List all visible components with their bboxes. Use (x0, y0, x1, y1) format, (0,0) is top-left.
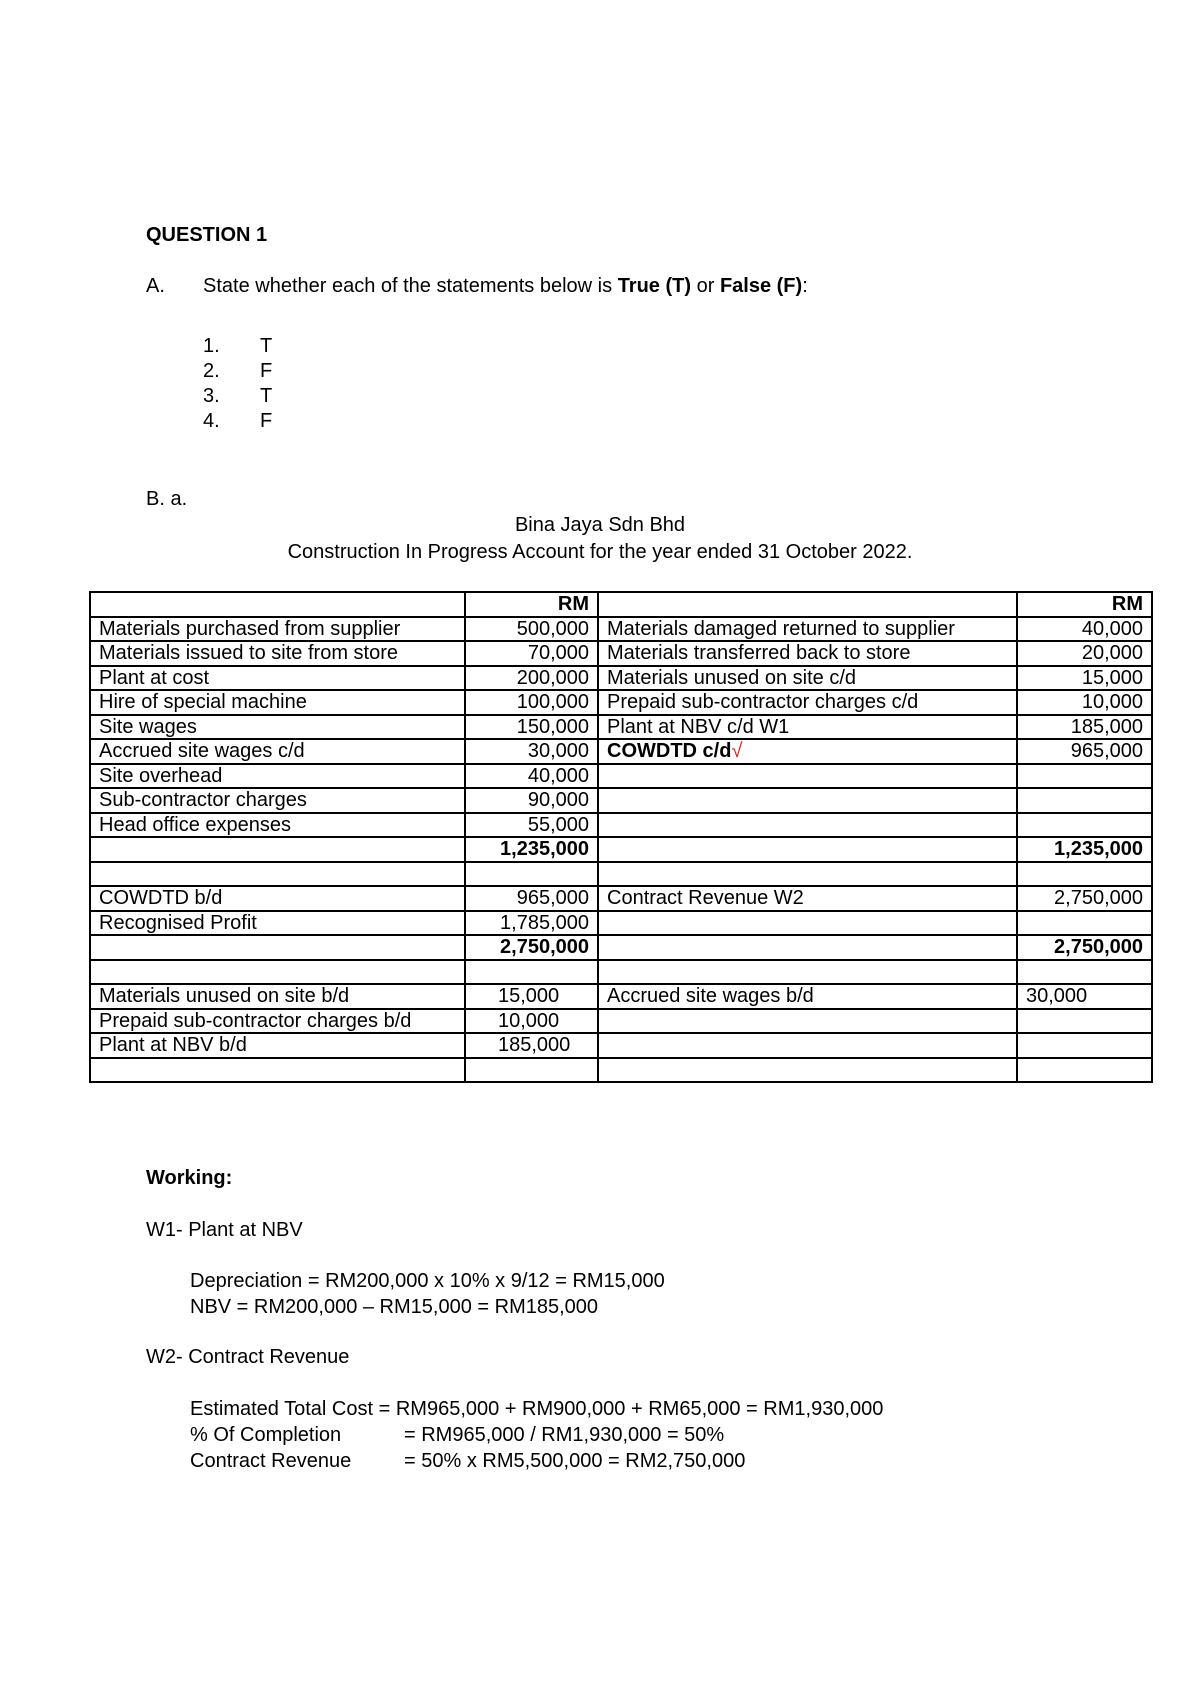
debit-amount: 40,000 (465, 764, 598, 789)
ledger-cell (465, 960, 598, 985)
ledger-row (90, 1033, 1152, 1058)
answer-value: F (260, 360, 273, 382)
ledger-row (90, 984, 1152, 1009)
debit-amount: 30,000 (465, 739, 598, 764)
credit-description (598, 690, 1017, 715)
ledger-cell (598, 1058, 1017, 1083)
credit-amount: 15,000 (1017, 666, 1152, 691)
debit-description: Plant at NBV b/d (90, 1033, 465, 1058)
w2-revenue-label: Contract Revenue (190, 1450, 352, 1472)
answer-number: 1. (203, 335, 220, 357)
credit-description-text: COWDTD c/d (607, 740, 732, 763)
credit-amount: 2,750,000 (1017, 886, 1152, 911)
ledger-row (90, 690, 1152, 715)
credit-amount: 30,000 (1017, 984, 1152, 1009)
debit-amount: 100,000 (465, 690, 598, 715)
true-label: True (T) (617, 275, 692, 297)
debit-description: Recognised Profit (90, 911, 465, 936)
credit-amount (1017, 788, 1152, 813)
company-name: Bina Jaya Sdn Bhd (514, 514, 686, 536)
ledger-total-row (90, 935, 1152, 960)
credit-amount: 40,000 (1017, 617, 1152, 642)
ledger-row (90, 813, 1152, 838)
w2-title: W2- Contract Revenue (146, 1346, 350, 1368)
credit-description (598, 984, 1017, 1009)
credit-description (598, 788, 1017, 813)
answer-number: 3. (203, 385, 220, 407)
w2-completion-label: % Of Completion (190, 1424, 342, 1446)
ledger-cell (598, 837, 1017, 862)
part-a-instruction (203, 275, 808, 298)
ledger-row (90, 886, 1152, 911)
answer-item (203, 360, 272, 383)
credit-currency-header: RM (1017, 592, 1152, 617)
ledger-cell (1017, 960, 1152, 985)
w1-depreciation-line: Depreciation = RM200,000 x 10% x 9/12 = RM15,000 (190, 1270, 665, 1292)
account-title: Construction In Progress Account for the year ended 31 October 2022. (287, 541, 913, 563)
credit-amount (1017, 764, 1152, 789)
credit-description (598, 617, 1017, 642)
part-b-label: B. a. (146, 488, 188, 510)
credit-amount (1017, 813, 1152, 838)
debit-amount: 10,000 (465, 1009, 598, 1034)
debit-description: Materials unused on site b/d (90, 984, 465, 1009)
w2-revenue-value: = 50% x RM5,500,000 = RM2,750,000 (404, 1450, 746, 1472)
credit-description (598, 911, 1017, 936)
credit-amount: 965,000 (1017, 739, 1152, 764)
debit-amount: 500,000 (465, 617, 598, 642)
debit-description: COWDTD b/d (90, 886, 465, 911)
answer-item (203, 385, 272, 408)
debit-amount: 965,000 (465, 886, 598, 911)
ledger-blank-row (90, 960, 1152, 985)
ledger-row (90, 666, 1152, 691)
ledger-row (90, 617, 1152, 642)
debit-amount: 70,000 (465, 641, 598, 666)
credit-description (598, 813, 1017, 838)
debit-description: Prepaid sub-contractor charges b/d (90, 1009, 465, 1034)
ledger-cell (90, 592, 465, 617)
credit-description-text: Materials damaged returned to supplier (607, 617, 955, 640)
ledger-cell (598, 935, 1017, 960)
debit-amount: 15,000 (465, 984, 598, 1009)
credit-description (598, 1033, 1017, 1058)
ledger-cell (598, 960, 1017, 985)
ledger-row (90, 1009, 1152, 1034)
debit-description: Plant at cost (90, 666, 465, 691)
credit-amount (1017, 911, 1152, 936)
credit-total: 1,235,000 (1017, 837, 1152, 862)
w2-completion-value: = RM965,000 / RM1,930,000 = 50% (404, 1424, 725, 1446)
debit-amount: 90,000 (465, 788, 598, 813)
ledger-row (90, 764, 1152, 789)
credit-amount (1017, 1033, 1152, 1058)
debit-amount: 185,000 (465, 1033, 598, 1058)
debit-amount: 150,000 (465, 715, 598, 740)
debit-description: Site overhead (90, 764, 465, 789)
ledger-cell (90, 960, 465, 985)
working-title: Working: (146, 1167, 233, 1189)
instruction-text: State whether each of the statements below is (203, 275, 618, 297)
ledger-cell (465, 862, 598, 887)
credit-amount (1017, 1009, 1152, 1034)
debit-description: Hire of special machine (90, 690, 465, 715)
credit-description (598, 1009, 1017, 1034)
w2-total-cost-line: Estimated Total Cost = RM965,000 + RM900,000 + RM65,000 = RM1,930,000 (190, 1398, 884, 1420)
colon-text: : (802, 275, 808, 297)
ledger-row (90, 788, 1152, 813)
credit-description-text: Materials unused on site c/d (607, 666, 857, 689)
credit-amount: 185,000 (1017, 715, 1152, 740)
question-title: QUESTION 1 (146, 224, 268, 246)
ledger-cell (1017, 1058, 1152, 1083)
debit-amount: 200,000 (465, 666, 598, 691)
answer-value: T (260, 335, 273, 357)
credit-description (598, 764, 1017, 789)
ledger-cell (465, 1058, 598, 1083)
credit-description-text: Accrued site wages b/d (607, 985, 814, 1008)
or-text: or (691, 275, 720, 297)
false-label: False (F) (719, 275, 803, 297)
debit-total: 2,750,000 (465, 935, 598, 960)
debit-description: Sub-contractor charges (90, 788, 465, 813)
ledger-total-row (90, 837, 1152, 862)
tick-mark-icon: √ (731, 740, 743, 763)
debit-description: Head office expenses (90, 813, 465, 838)
answer-item (203, 410, 272, 433)
credit-amount: 10,000 (1017, 690, 1152, 715)
debit-description: Accrued site wages c/d (90, 739, 465, 764)
answer-number: 4. (203, 410, 220, 432)
ledger-cell (90, 1058, 465, 1083)
answer-item (203, 335, 272, 358)
ledger-cell (90, 837, 465, 862)
debit-amount: 1,785,000 (465, 911, 598, 936)
ledger-row (90, 911, 1152, 936)
ledger-row (90, 641, 1152, 666)
ledger-cell (90, 862, 465, 887)
ledger-blank-row (90, 1058, 1152, 1083)
credit-amount: 20,000 (1017, 641, 1152, 666)
debit-amount: 55,000 (465, 813, 598, 838)
ledger-table (89, 591, 1153, 1083)
credit-description-text: Materials transferred back to store (607, 642, 911, 665)
ledger-cell (1017, 862, 1152, 887)
credit-total: 2,750,000 (1017, 935, 1152, 960)
answer-value: T (260, 385, 273, 407)
credit-description (598, 739, 1017, 764)
credit-description (598, 666, 1017, 691)
debit-description: Site wages (90, 715, 465, 740)
answer-value: F (260, 410, 273, 432)
ledger-header-row (90, 592, 1152, 617)
debit-description: Materials purchased from supplier (90, 617, 465, 642)
answer-number: 2. (203, 360, 220, 382)
debit-currency-header: RM (465, 592, 598, 617)
ledger-cell (90, 935, 465, 960)
debit-total: 1,235,000 (465, 837, 598, 862)
ledger-cell (598, 592, 1017, 617)
ledger-row (90, 715, 1152, 740)
credit-description (598, 886, 1017, 911)
ledger-row (90, 739, 1152, 764)
credit-description-text: Contract Revenue W2 (607, 887, 804, 910)
credit-description (598, 641, 1017, 666)
part-a-letter: A. (146, 275, 165, 297)
credit-description-text: Prepaid sub-contractor charges c/d (607, 691, 919, 714)
credit-description (598, 715, 1017, 740)
credit-description-text: Plant at NBV c/d W1 (607, 715, 790, 738)
ledger-cell (598, 862, 1017, 887)
w1-nbv-line: NBV = RM200,000 – RM15,000 = RM185,000 (190, 1296, 599, 1318)
ledger-blank-row (90, 862, 1152, 887)
w1-title: W1- Plant at NBV (146, 1219, 303, 1241)
debit-description: Materials issued to site from store (90, 641, 465, 666)
